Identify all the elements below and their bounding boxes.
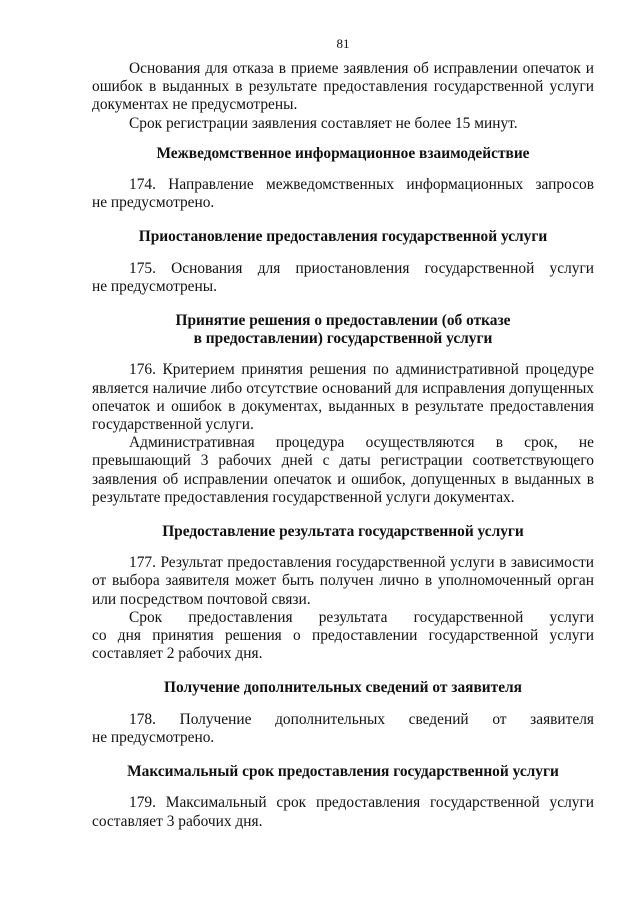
paragraph-result-term-line3: составляет 2 рабочих дня. <box>92 645 263 663</box>
heading-decision-line2: в предоставлении) государственной услуги <box>193 330 493 348</box>
paragraph-175-line1: 175. Основания для приостановления государственной услуги <box>129 259 594 277</box>
paragraph-175-line2: не предусмотрены. <box>92 277 217 295</box>
paragraph-178-line1: 178. Получение дополнительных сведений от заявителя <box>129 710 594 728</box>
paragraph-174-line1: 174. Направление межведомственных информационных запросов <box>129 176 594 194</box>
heading-result-delivery: Предоставление результата государственной услуги <box>162 523 524 541</box>
heading-suspension: Приостановление предоставления государственной услуги <box>138 228 548 246</box>
paragraph-176: 176. Критерием принятия решения по административной процедуре является наличие либо отсутствие оснований для исправления допущенных опечаток и ошибок в документах, выданных в результате предоставления государственной услуги. <box>92 361 594 434</box>
page-number: 81 <box>336 36 350 51</box>
heading-additional-info: Получение дополнительных сведений от заявителя <box>164 679 522 697</box>
heading-max-term: Максимальный срок предоставления государственной услуги <box>127 763 559 781</box>
paragraph-179: 179. Максимальный срок предоставления государственной услуги составляет 3 рабочих дня. <box>92 794 594 830</box>
paragraph-result-term-line2: со дня принятия решения о предоставлении государственной услуги <box>92 627 594 645</box>
paragraph-174-line2: не предусмотрено. <box>92 194 215 212</box>
heading-decision-line1: Принятие решения о предоставлении (об отказе <box>175 312 511 330</box>
paragraph-registration-term: Срок регистрации заявления составляет не более 15 минут. <box>129 114 518 132</box>
paragraph-refusal-grounds: Основания для отказа в приеме заявления об исправлении опечаток и ошибок в выданных в результате предоставления государственной услуги документах не предусмотрены. <box>92 60 594 114</box>
paragraph-procedure-term: Административная процедура осуществляются в срок, не превышающий 3 рабочих дней с даты регистрации соответствующего заявления об исправлении опечаток и ошибок, допущенных в выданных в результате предоставления государственной услуги документах. <box>92 434 594 506</box>
paragraph-result-term-line1: Срок предоставления результата государственной услуги <box>129 608 594 626</box>
paragraph-178-line2: не предусмотрено. <box>92 728 215 746</box>
paragraph-177: 177. Результат предоставления государственной услуги в зависимости от выбора заявителя может быть получен лично в уполномоченный орган или посредством почтовой связи. <box>92 554 594 608</box>
heading-interagency-interaction: Межведомственное информационное взаимодействие <box>156 144 530 162</box>
heading-decision <box>92 312 594 348</box>
